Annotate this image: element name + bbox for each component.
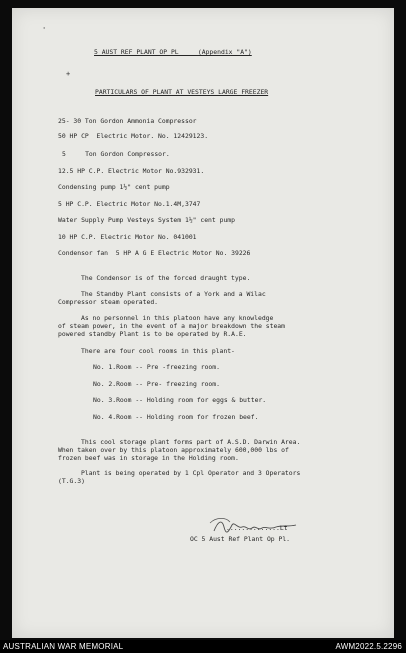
- room-item: No. 2.Room -- Pre- freezing room.: [93, 380, 220, 388]
- plant-item: 50 HP CP Electric Motor. No. 12429123.: [58, 132, 209, 140]
- archive-footer: [0, 640, 406, 653]
- document-header: 5 AUST REF PLANT OP PL (Appendix "A"): [94, 48, 252, 56]
- room-item: No. 4.Room -- Holding room for frozen beef.: [93, 413, 259, 421]
- paragraph-storage-line: When taken over by this platoon approximately 600,000 lbs of: [58, 446, 289, 454]
- archive-reference: AWM2022.5.2296: [335, 642, 402, 651]
- plant-item: Water Supply Pump Vesteys System 1½" cent pump: [58, 216, 235, 224]
- paragraph-personnel-line: of steam power, in the event of a major breakdown the steam: [58, 322, 286, 330]
- paragraph-personnel-line: As no personnel in this platoon have any knowledge: [81, 314, 274, 322]
- paragraph-operators-line: Plant is being operated by 1 Cpl Operator and 3 Operators: [81, 469, 301, 477]
- plant-item: Condensor fan 5 HP A G E Electric Motor No. 39226: [58, 249, 251, 257]
- paragraph-personnel-line: powered standby Plant is to be operated by R.A.E.: [58, 330, 247, 338]
- room-item: No. 3.Room -- Holding room for eggs & butter.: [93, 396, 267, 404]
- plant-item: 25- 30 Ton Gordon Ammonia Compressor: [58, 117, 197, 125]
- plant-item: 10 HP C.P. Electric Motor No. 041001: [58, 233, 197, 241]
- plant-item: 12.5 HP C.P. Electric Motor No.932931.: [58, 167, 205, 175]
- signature-line: ..............Lt: [226, 524, 288, 532]
- paragraph-standby-line: The Standby Plant consists of a York and a Wilac: [81, 290, 266, 298]
- room-item: No. 1.Room -- Pre -freezing room.: [93, 363, 220, 371]
- paragraph-storage-line: frozen beef was in storage in the Holding room.: [58, 454, 239, 462]
- plant-item: 5 HP C.P. Electric Motor No.1.4M,3747: [58, 200, 201, 208]
- plant-item: 5 Ton Gordon Compressor.: [62, 150, 170, 158]
- paragraph-condensor: The Condensor is of the forced draught type.: [81, 274, 251, 282]
- archive-name: AUSTRALIAN WAR MEMORIAL: [3, 642, 124, 651]
- document-page: [12, 8, 394, 638]
- plant-item: Condensing pump 1½" cent pump: [58, 183, 170, 191]
- paper-mark: ': [42, 26, 47, 34]
- paragraph-standby-line: Compressor steam operated.: [58, 298, 159, 306]
- document-title: PARTICULARS OF PLANT AT VESTEYS LARGE FREEZER: [95, 88, 269, 96]
- paragraph-storage-line: This cool storage plant forms part of A.S.D. Darwin Area.: [81, 438, 301, 446]
- paragraph-operators-line: (T.G.3): [58, 477, 85, 485]
- pencil-mark: +: [66, 70, 71, 78]
- rooms-intro: There are four cool rooms in this plant-: [81, 347, 235, 355]
- signature-title: OC 5 Aust Ref Plant Op Pl.: [190, 535, 291, 543]
